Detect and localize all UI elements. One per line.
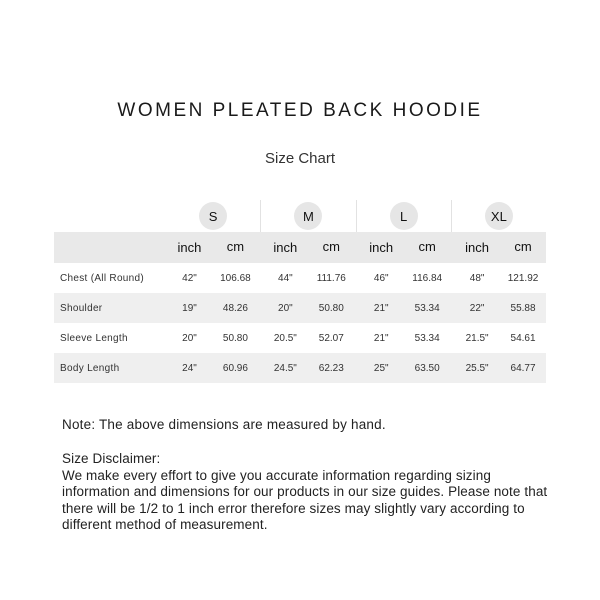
table-cell: 53.34 — [414, 332, 440, 344]
row-label: Chest (All Round) — [60, 272, 145, 284]
disclaimer-heading: Size Disclaimer: — [62, 451, 161, 466]
table-cell: 50.80 — [222, 332, 248, 344]
chart-subtitle: Size Chart — [264, 150, 336, 167]
size-table — [54, 200, 546, 383]
table-cell: 20" — [182, 332, 197, 344]
table-cell: 64.77 — [510, 362, 536, 374]
size-header-row — [166, 200, 546, 232]
table-cell: 60.96 — [222, 362, 248, 374]
table-cell: 48" — [469, 272, 485, 284]
table-cell: 24" — [182, 362, 197, 374]
table-row — [54, 293, 546, 323]
table-cell: 44" — [278, 272, 293, 284]
unit-label: inch — [369, 240, 394, 255]
table-cell: 53.34 — [414, 302, 440, 314]
table-cell: 46" — [373, 272, 389, 284]
size-column-m — [260, 200, 355, 232]
unit-label: cm — [226, 239, 245, 254]
table-row — [54, 323, 546, 353]
row-label: Shoulder — [60, 302, 103, 314]
table-cell: 21" — [373, 302, 389, 314]
table-cell: 42" — [182, 272, 197, 284]
unit-label: cm — [514, 239, 532, 254]
table-cell: 25.5" — [465, 362, 489, 374]
table-cell: 21" — [373, 332, 389, 344]
size-column-s — [166, 200, 260, 232]
table-cell: 52.07 — [318, 332, 344, 344]
table-cell: 111.76 — [316, 272, 346, 284]
size-disclaimer — [62, 451, 562, 534]
table-cell: 21.5" — [465, 332, 489, 344]
row-label: Body Length — [60, 362, 120, 374]
table-cell: 20" — [278, 302, 293, 314]
table-cell: 121.92 — [507, 272, 539, 284]
table-cell: 55.88 — [510, 302, 536, 314]
unit-label: inch — [465, 240, 490, 255]
page-title: WOMEN PLEATED BACK HOODIE — [117, 100, 483, 121]
table-cell: 50.80 — [318, 302, 344, 314]
table-row — [54, 353, 546, 383]
size-badge: XL — [485, 202, 513, 230]
measurement-note: Note: The above dimensions are measured by hand. — [62, 417, 386, 432]
row-label: Sleeve Length — [60, 332, 128, 344]
unit-label: cm — [322, 239, 340, 254]
table-cell: 20.5" — [273, 332, 297, 344]
size-badge: S — [199, 202, 227, 230]
unit-label: inch — [177, 240, 202, 255]
table-cell: 62.23 — [318, 362, 344, 374]
table-cell: 25" — [373, 362, 389, 374]
table-cell: 116.84 — [412, 272, 443, 284]
table-cell: 63.50 — [414, 362, 440, 374]
table-cell: 106.68 — [220, 272, 251, 284]
size-column-l — [356, 200, 451, 232]
table-cell: 19" — [182, 302, 197, 314]
table-cell: 22" — [469, 302, 485, 314]
size-badge: L — [390, 202, 418, 230]
disclaimer-body: We make every effort to give you accurate information regarding sizing information and dimensions for our products in our size guides. Please note that there will be 1/2 to 1 inch error therefore sizes may slightly vary according to different method of measurement. — [62, 467, 548, 532]
table-cell: 54.61 — [510, 332, 536, 344]
unit-label: cm — [418, 239, 436, 254]
unit-header-row — [54, 232, 546, 263]
size-badge: M — [294, 202, 322, 230]
table-cell: 48.26 — [222, 302, 248, 314]
table-cell: 24.5" — [273, 362, 297, 374]
size-column-xl — [451, 200, 546, 232]
table-row — [54, 263, 546, 293]
unit-label: inch — [273, 240, 298, 255]
